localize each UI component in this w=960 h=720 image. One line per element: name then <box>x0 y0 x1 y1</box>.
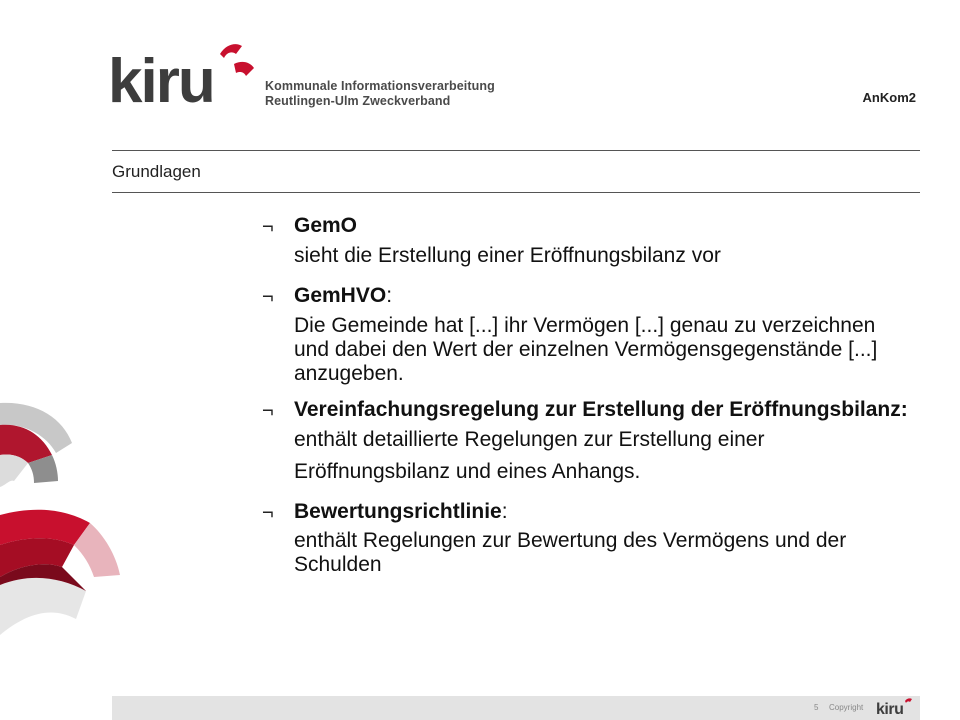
kiru-logo <box>108 40 495 112</box>
svg-text:kiru: kiru <box>876 701 904 716</box>
bullet-icon: ¬ <box>262 400 274 422</box>
title-divider <box>112 192 920 193</box>
item-heading: Vereinfachungsregelung zur Erstellung der Eröffnungsbilanz: <box>294 398 908 421</box>
item-text: Die Gemeinde hat [...] ihr Vermögen [...] genau zu verzeichnen und dabei den Wert der einzelnen Vermögensgegenstände [...] anzugeben. <box>294 314 878 385</box>
svg-text:kiru: kiru <box>108 47 214 112</box>
project-label: AnKom2 <box>862 90 916 105</box>
logo-accent-right <box>234 62 254 76</box>
org-line-1: Kommunale Informationsverarbeitung <box>265 79 495 93</box>
list-item <box>262 214 912 272</box>
organization-name <box>265 79 495 108</box>
list-item <box>262 398 912 488</box>
footer-logo-accent <box>905 698 912 703</box>
bullet-icon: ¬ <box>262 286 274 308</box>
decorative-arcs <box>0 395 120 675</box>
item-text: enthält Regelungen zur Bewertung des Vermögens und der Schulden <box>294 529 847 576</box>
content-list <box>262 214 912 589</box>
item-text: sieht die Erstellung einer Eröffnungsbilanz vor <box>294 244 721 267</box>
item-heading: Bewertungsrichtlinie: <box>294 500 508 523</box>
arc-grey-bottom <box>0 578 86 635</box>
bullet-icon: ¬ <box>262 216 274 238</box>
list-item <box>262 284 912 386</box>
section-title: Grundlagen <box>112 162 201 181</box>
logo-accent-top <box>220 44 242 58</box>
copyright-label: Copyright <box>829 703 864 712</box>
page-number: 5 <box>814 703 819 712</box>
header-divider <box>112 150 920 151</box>
footer-bar <box>112 696 920 720</box>
footer-logo <box>876 698 914 716</box>
item-heading: GemO <box>294 214 358 237</box>
list-item <box>262 500 912 577</box>
org-line-2: Reutlingen-Ulm Zweckverband <box>265 93 451 108</box>
kiru-wordmark <box>108 40 258 112</box>
bullet-icon: ¬ <box>262 502 274 524</box>
item-heading: GemHVO: <box>294 284 393 307</box>
item-text: enthält detaillierte Regelungen zur Erstellung einer Eröffnungsbilanz und eines Anhangs. <box>294 428 765 483</box>
